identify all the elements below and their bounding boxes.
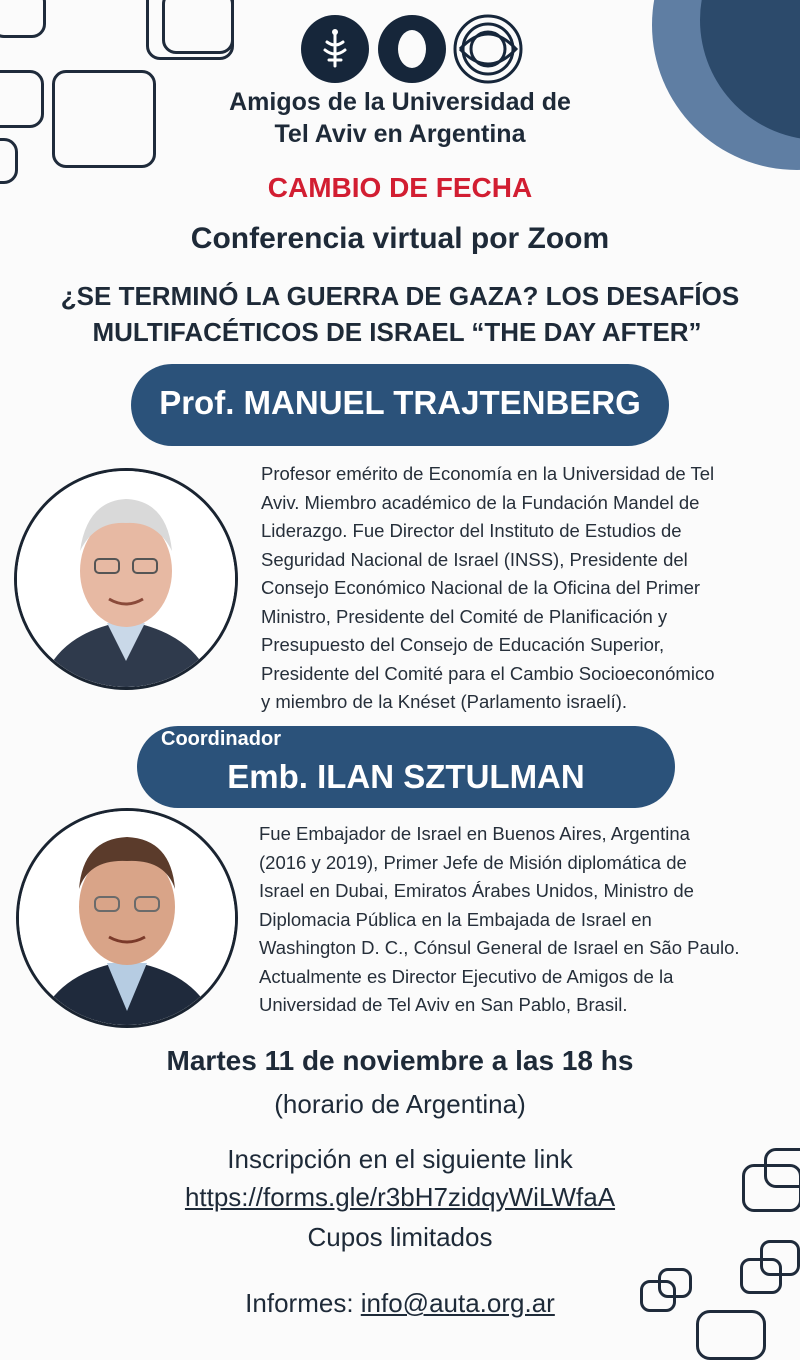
- bio-line: Consejo Económico Nacional de la Oficina del Primer: [261, 577, 701, 598]
- circle-lines-logo-icon: [455, 16, 521, 82]
- conference-title-line2: MULTIFACÉTICOS DE ISRAEL “THE DAY AFTER”: [92, 317, 702, 347]
- bio-line: Presupuesto del Consejo de Educación Superior,: [261, 634, 665, 655]
- coordinator-name-banner: [137, 726, 675, 808]
- contact-info: [0, 1288, 800, 1319]
- event-type: Conferencia virtual por Zoom: [190, 222, 610, 255]
- bio-line: Universidad de Tel Aviv en San Pablo, Brasil.: [259, 994, 628, 1015]
- speaker-name: Prof. MANUEL TRAJTENBERG: [159, 384, 641, 421]
- deco-square: [162, 0, 234, 54]
- bio-line: (2016 y 2019), Primer Jefe de Misión diplomática de: [259, 851, 687, 873]
- speaker-photo: [14, 468, 238, 690]
- org-name-line1: Amigos de la Universidad de: [229, 88, 571, 116]
- signup-label: Inscripción en el siguiente link: [227, 1144, 573, 1174]
- contact-email-link[interactable]: info@auta.org.ar: [360, 1288, 555, 1318]
- bio-line: Seguridad Nacional de Israel (INSS), Presidente del: [261, 548, 688, 570]
- bio-line: y miembro de la Knéset (Parlamento israelí).: [261, 691, 628, 712]
- bio-line: Fue Embajador de Israel en Buenos Aires, Argentina: [259, 823, 690, 844]
- date-change-notice: CAMBIO DE FECHA: [267, 172, 533, 203]
- signup-link[interactable]: https://forms.gle/r3bH7zidqyWiLWfaA: [184, 1182, 616, 1212]
- tau-emblem-logo-icon: [301, 15, 369, 83]
- coordinator-bio: [259, 820, 794, 1020]
- conference-title-line1: ¿SE TERMINÓ LA GUERRA DE GAZA? LOS DESAFÍOS: [60, 281, 740, 311]
- coordinator-role: Coordinador: [161, 728, 281, 750]
- coordinator-photo: [16, 808, 238, 1028]
- coordinator-name: Emb. ILAN SZTULMAN: [227, 758, 585, 795]
- deco-square: [0, 0, 46, 38]
- bio-line: Liderazgo. Fue Director del Instituto de Estudios de: [261, 520, 682, 541]
- bio-line: Actualmente es Director Ejecutivo de Amigos de la: [259, 965, 674, 987]
- logo-group: [300, 14, 524, 84]
- bio-line: Aviv. Miembro académico de la Fundación Mandel de: [261, 491, 700, 513]
- bio-line: Ministro, Presidente del Comité de Planificación y: [261, 605, 668, 627]
- conference-title: [0, 278, 800, 350]
- bio-line: Diplomacia Pública en la Embajada de Israel en: [259, 908, 652, 930]
- limited-spots: Cupos limitados: [307, 1222, 493, 1252]
- bio-line: Washington D. C., Cónsul General de Israel en São Paulo.: [259, 937, 740, 958]
- org-name-line2: Tel Aviv en Argentina: [274, 120, 526, 148]
- contact-label: Informes:: [245, 1288, 361, 1318]
- ring-logo-icon: [378, 15, 446, 83]
- bio-line: Israel en Dubai, Emiratos Árabes Unidos, Ministro de: [259, 880, 694, 901]
- speaker-bio: [261, 460, 793, 717]
- bio-line: Profesor emérito de Economía en la Universidad de Tel: [261, 463, 715, 484]
- bio-line: Presidente del Comité para el Cambio Socioeconómico: [261, 662, 715, 684]
- event-timezone: (horario de Argentina): [274, 1089, 526, 1119]
- org-name: [0, 86, 800, 150]
- speaker-name-banner: [131, 364, 669, 446]
- event-date: Martes 11 de noviembre a las 18 hs: [166, 1045, 634, 1076]
